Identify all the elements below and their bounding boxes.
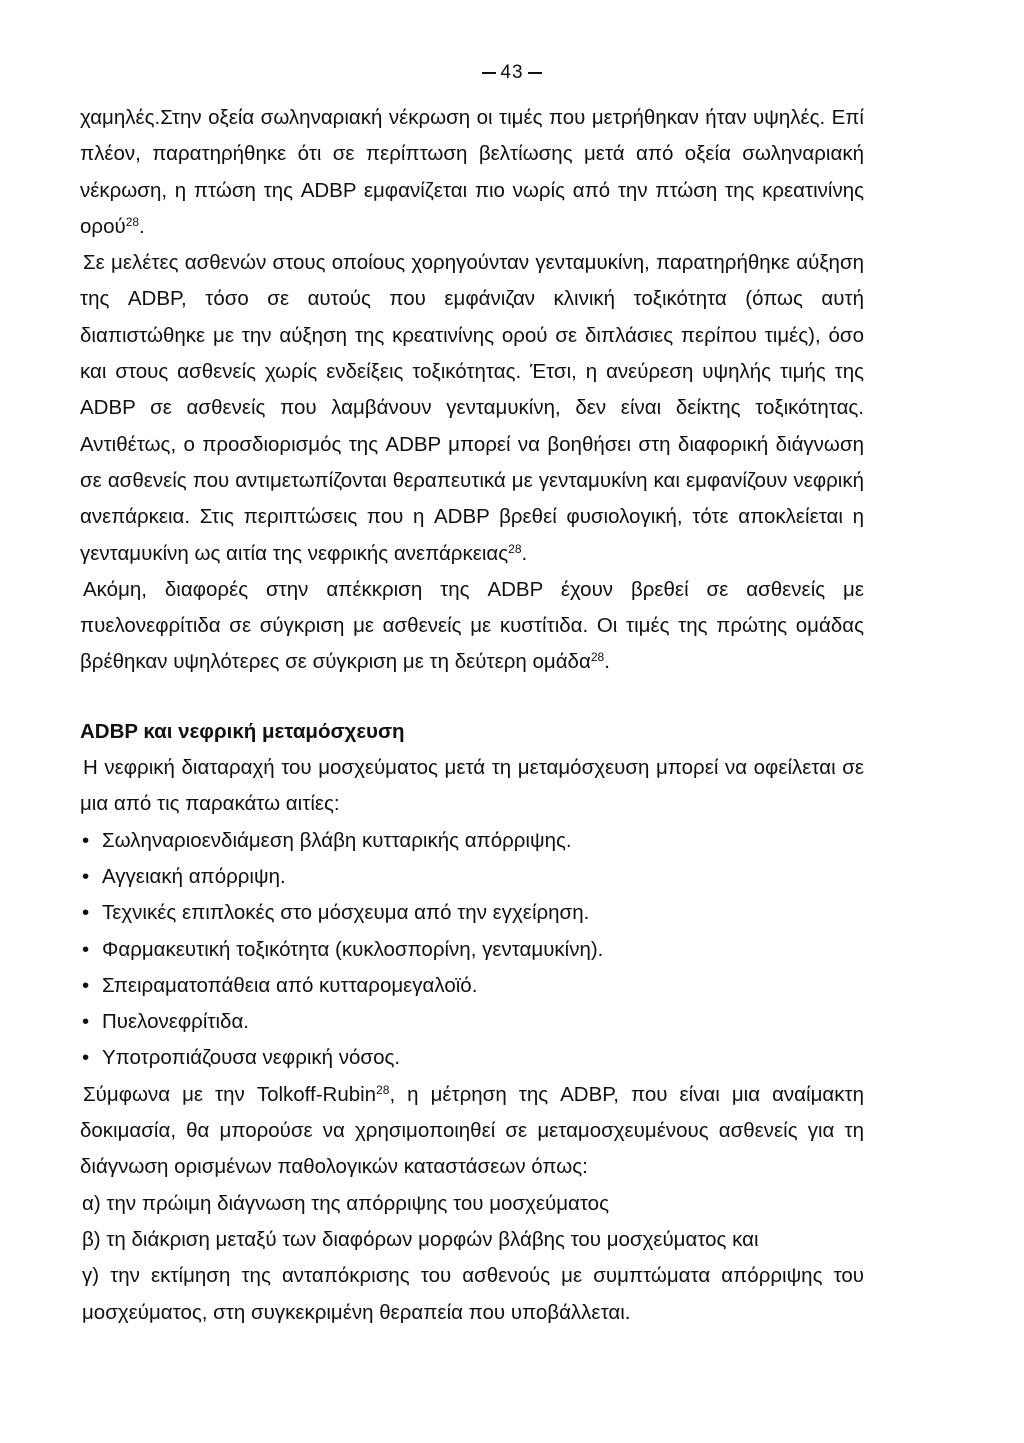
paragraph-3-text: Ακόμη, διαφορές στην απέκκριση της ADBP έχουν βρεθεί σε ασθενείς με πυελονεφρίτιδα σε σύγκριση με ασθενείς με κυστίτιδα. Οι τιμές της πρώτης ομάδας βρέθηκαν υψηλότερες σε σύγκριση με τη δεύτερη ομάδα [80,577,864,674]
page-number [0,62,1024,84]
enumerated-item-b: β) τη διάκριση μεταξύ των διαφόρων μορφών βλάβης του μοσχεύματος και [82,1227,759,1251]
page-number-value: 43 [500,62,524,83]
paragraph-3 [80,572,864,681]
page-number-dash-right [528,72,542,74]
list-item: • Φαρμακευτική τοξικότητα (κυκλοσπορίνη, γενταμυκίνη). [80,932,864,968]
list-item: • Σπειραματοπάθεια από κυτταρομεγαλοϊό. [80,968,864,1004]
paragraph-3-end: . [604,650,610,674]
page-number-dash-left [482,72,496,74]
list-item: • Σωληναριοενδιάμεση βλάβη κυτταρικής απόρριψης. [80,823,864,859]
list-item: • Πυελονεφρίτιδα. [80,1004,864,1040]
enumerated-item-a: α) την πρώιμη διάγνωση της απόρριψης του μοσχεύματος [82,1191,609,1215]
list-item: • Τεχνικές επιπλοκές στο μόσχευμα από την εγχείρηση. [80,895,864,931]
closing-paragraph [80,1077,864,1186]
closing-paragraph-start: Σύμφωνα με την Tolkoff-Rubin [83,1082,377,1106]
section-intro: Η νεφρική διαταραχή του μοσχεύματος μετά τη μεταμόσχευση μπορεί να οφείλεται σε μια από τις παρακάτω αιτίες: [80,756,864,816]
paragraph-2 [80,245,864,572]
reference-superscript: 28 [125,214,140,229]
section-heading: ADBP και νεφρική μεταμόσχευση [80,719,405,743]
reference-superscript: 28 [376,1082,390,1097]
paragraph-2-end: . [521,541,528,565]
document-body [80,100,864,1331]
enumerated-item-c: γ) την εκτίμηση της ανταπόκρισης του ασθενούς με συμπτώματα απόρριψης του μοσχεύματος, στη συγκεκριμένη θεραπεία που υποβάλλεται. [82,1264,864,1324]
causes-list [80,823,864,1077]
reference-superscript: 28 [590,650,605,665]
closing-paragraph-rest: , η μέτρηση της ADBP, που είναι μια αναίμακτη δοκιμασία, θα μπορούσε να χρησιμοποιηθεί σε μεταμοσχευμένους ασθενείς για τη διάγνωση ορισμένων παθολογικών καταστάσεων όπως: [80,1082,864,1179]
list-item: • Αγγειακή απόρριψη. [80,859,864,895]
paragraph-1-text: χαμηλές.Στην οξεία σωληναριακή νέκρωση οι τιμές που μετρήθηκαν ήταν υψηλές. Επί πλέον, παρατηρήθηκε ότι σε περίπτωση βελτίωσης μετά από οξεία σωληναριακή νέκρωση, η πτώση της ADBP εμφανίζεται πιο νωρίς από την πτώση της κρεατινίνης ορού [80,106,864,238]
paragraph-2-text: Σε μελέτες ασθενών στους οποίους χορηγούνταν γενταμυκίνη, παρατηρήθηκε αύξηση της ADBP, τόσο σε αυτούς που εμφάνιζαν κλινική τοξικότητα (όπως αυτή διαπιστώθηκε με την αύξηση της κρεατινίνης ορού σε διπλάσιες περίπου τιμές), όσο και στους ασθενείς χωρίς ενδείξεις τοξικότητας. Έτσι, η ανεύρεση υψηλής τιμής της ADBP σε ασθενείς που λαμβάνουν γενταμυκίνη, δεν είναι δείκτης τοξικότητας. Αντιθέτως, ο προσδιορισμός της ADBP μπορεί να βοηθήσει στη διαφορική διάγνωση σε ασθενείς που αντιμετωπίζονται θεραπευτικά με γενταμυκίνη και εμφανίζουν νεφρική ανεπάρκεια. Στις περιπτώσεις που η ADBP βρεθεί φυσιολογική, τότε αποκλείεται η γενταμυκίνη ως αιτία της νεφρικής ανεπάρκειας [80,251,864,565]
paragraph-1-end: . [139,214,145,238]
paragraph-1 [80,100,864,245]
list-item: • Υποτροπιάζουσα νεφρική νόσος. [80,1040,864,1076]
reference-superscript: 28 [508,541,522,556]
